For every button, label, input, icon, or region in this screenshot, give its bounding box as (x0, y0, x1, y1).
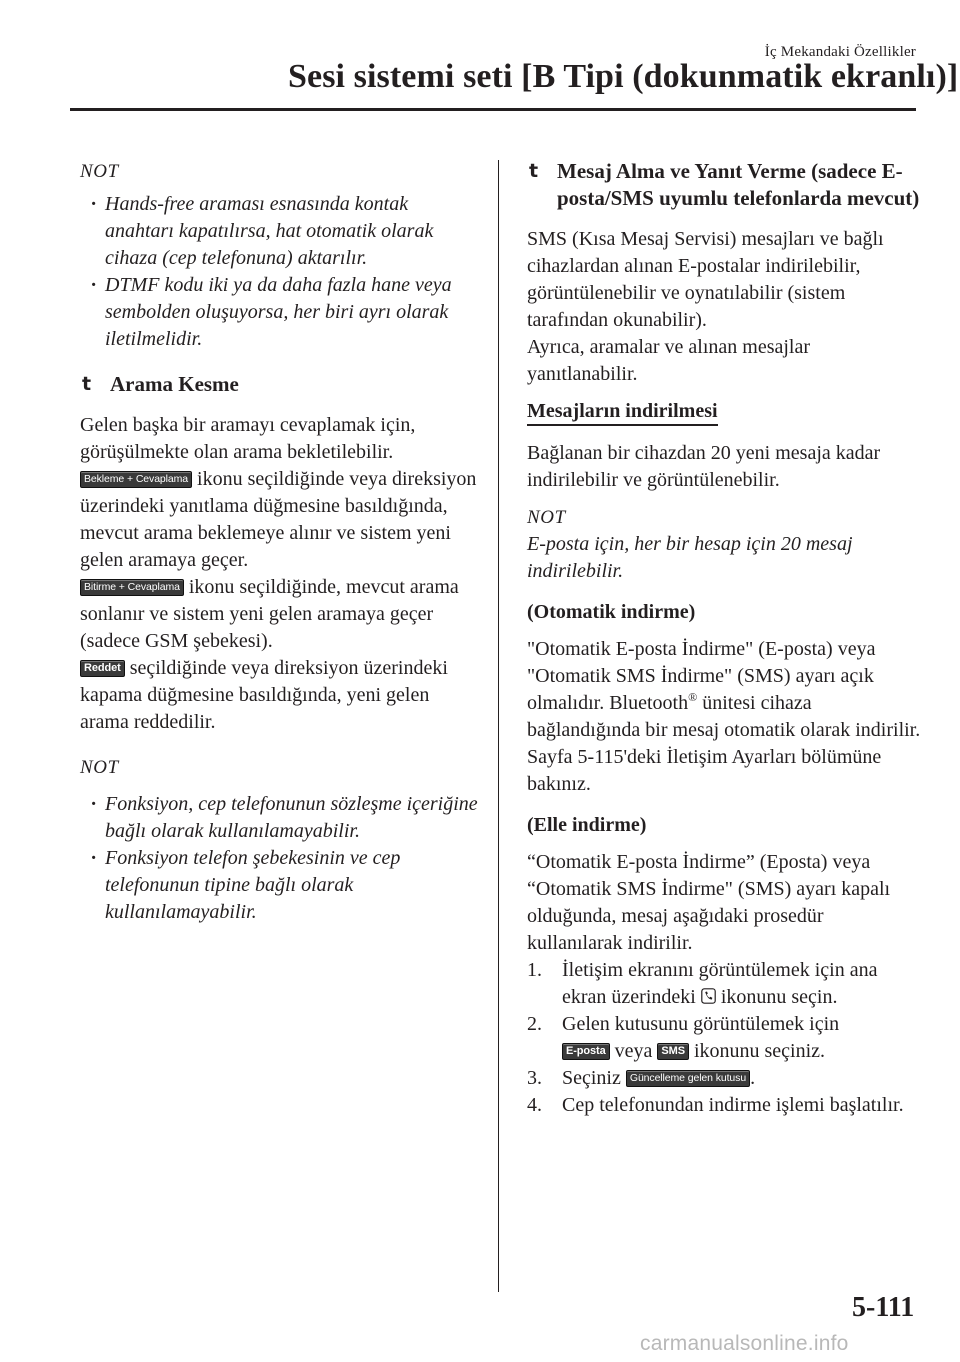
paragraph-text: ikonu seçildiğinde veya direksiyon üzerindeki yanıtlama düğmesine basıldığında, mevcut arama beklemeye alınır ve sistem yeni gelen aramaya geçer. (80, 468, 477, 571)
paragraph-text: seçildiğinde veya direksiyon üzerindeki kapama düğmesine basıldığında, yeni gelen arama reddedilir. (80, 657, 448, 733)
list-item (527, 1092, 922, 1119)
running-header-section: İç Mekandaki Özellikler (764, 44, 916, 60)
section-heading-call-waiting (80, 371, 480, 398)
step-number: 2. (527, 1013, 542, 1035)
watermark: carmanualsonline.info (640, 1332, 849, 1355)
paragraph (80, 574, 480, 655)
sms-button-icon: SMS (657, 1043, 689, 1060)
paragraph: Sayfa 5-115'deki İletişim Ayarları bölümüne bakınız. (527, 746, 882, 795)
paragraph: SMS (Kısa Mesaj Servisi) mesajları ve bağlı cihazlardan alınan E-postalar indirilebilir, görüntülenebilir ve oynatılabilir (sistem tarafından okunabilir). (527, 228, 884, 331)
step-number: 3. (527, 1067, 542, 1089)
step-text: veya (614, 1040, 653, 1062)
step-text: Cep telefonundan indirme işlemi başlatılır. (562, 1094, 904, 1116)
step-text: . (750, 1067, 756, 1089)
hold-answer-button-icon: Bekleme + Cevaplama (80, 471, 192, 488)
section-marker-icon: t (82, 373, 92, 395)
section-heading-messages (527, 158, 922, 212)
paragraph: Bağlanan bir cihazdan 20 yeni mesaja kadar indirilebilir ve görüntülenebilir. (527, 442, 881, 491)
step-text: ikonunu seçin. (720, 986, 838, 1008)
step-number: 4. (527, 1094, 542, 1116)
reject-button-icon: Reddet (80, 660, 125, 677)
step-text: Gelen kutusunu görüntülemek için (562, 1013, 840, 1035)
paragraph-text: "Otomatik E-posta İndirme" (E-posta) veya "Otomatik SMS İndirme" (SMS) ayarı açık olmalıdır. Bluetooth (527, 638, 876, 714)
update-inbox-button-icon: Güncelleme gelen kutusu (626, 1070, 750, 1087)
paragraph: Ayrıca, aramalar ve alınan mesajlar yanıtlanabilir. (527, 336, 811, 385)
step-number: 1. (527, 959, 542, 981)
paragraph (80, 655, 480, 736)
registered-mark: ® (688, 690, 698, 704)
end-answer-button-icon: Bitirme + Cevaplama (80, 579, 184, 596)
right-column (527, 158, 922, 1119)
subheading-auto-download: (Otomatik indirme) (527, 601, 696, 623)
step-text: ikonunu seçiniz. (693, 1040, 826, 1062)
paragraph-text: ünitesi cihaza bağlandığında bir mesaj otomatik olarak indirilir. (527, 692, 921, 741)
note-bullet: · Fonksiyon telefon şebekesinin ve cep telefonunun tipine bağlı olarak kullanılamayabilir. (80, 845, 480, 926)
column-divider (498, 160, 499, 1292)
note-text: E-posta için, her bir hesap için 20 mesaj indirilebilir. (527, 533, 853, 582)
page-number: 5-111 (852, 1292, 915, 1323)
paragraph-text: ikonu seçildiğinde, mevcut arama sonlanır ve sistem yeni gelen aramaya geçer (sadece GSM şebekesi). (80, 576, 459, 652)
subheading-text: Mesajların indirilmesi (527, 399, 718, 426)
list-item (527, 957, 922, 1011)
section-heading-text: Arama Kesme (110, 372, 239, 396)
subheading-downloading (527, 398, 922, 426)
note-label: NOT (80, 757, 119, 778)
paragraph: Gelen başka bir aramayı cevaplamak için, görüşülmekte olan arama bekletilebilir. (80, 414, 416, 463)
header-rule (70, 108, 916, 111)
note-bullet: · DTMF kodu iki ya da daha fazla hane veya sembolden oluşuyorsa, her biri ayrı olarak iletilmelidir. (80, 272, 480, 353)
page-title: Sesi sistemi seti [B Tipi (dokunmatik ekranlı)] (288, 58, 959, 95)
steps-list (527, 957, 922, 1119)
email-button-icon: E-posta (562, 1043, 610, 1060)
paragraph (527, 636, 922, 744)
paragraph: “Otomatik E-posta İndirme” (Eposta) veya “Otomatik SMS İndirme" (SMS) ayarı kapalı olduğunda, mesaj aşağıdaki prosedür kullanılarak indirilir. (527, 851, 891, 954)
paragraph (80, 466, 480, 574)
section-heading-text: Mesaj Alma ve Yanıt Verme (sadece E-posta/SMS uyumlu telefonlarda mevcut) (557, 159, 920, 210)
list-item (527, 1065, 922, 1092)
left-column (80, 158, 480, 926)
list-item (527, 1011, 922, 1065)
note-label: NOT (527, 507, 566, 528)
step-text: İletişim ekranını görüntülemek için ana ekran üzerindeki (562, 959, 878, 1008)
subheading-manual-download: (Elle indirme) (527, 814, 647, 836)
note-bullet: · Fonksiyon, cep telefonunun sözleşme içeriğine bağlı olarak kullanılamayabilir. (80, 791, 480, 845)
note-bullet: · Hands-free araması esnasında kontak anahtarı kapatılırsa, hat otomatik olarak cihaza (cep telefonuna) aktarılır. (80, 191, 480, 272)
section-marker-icon: t (529, 160, 539, 182)
phone-icon (701, 988, 716, 1004)
note-label: NOT (80, 161, 119, 182)
step-text: Seçiniz (562, 1067, 621, 1089)
